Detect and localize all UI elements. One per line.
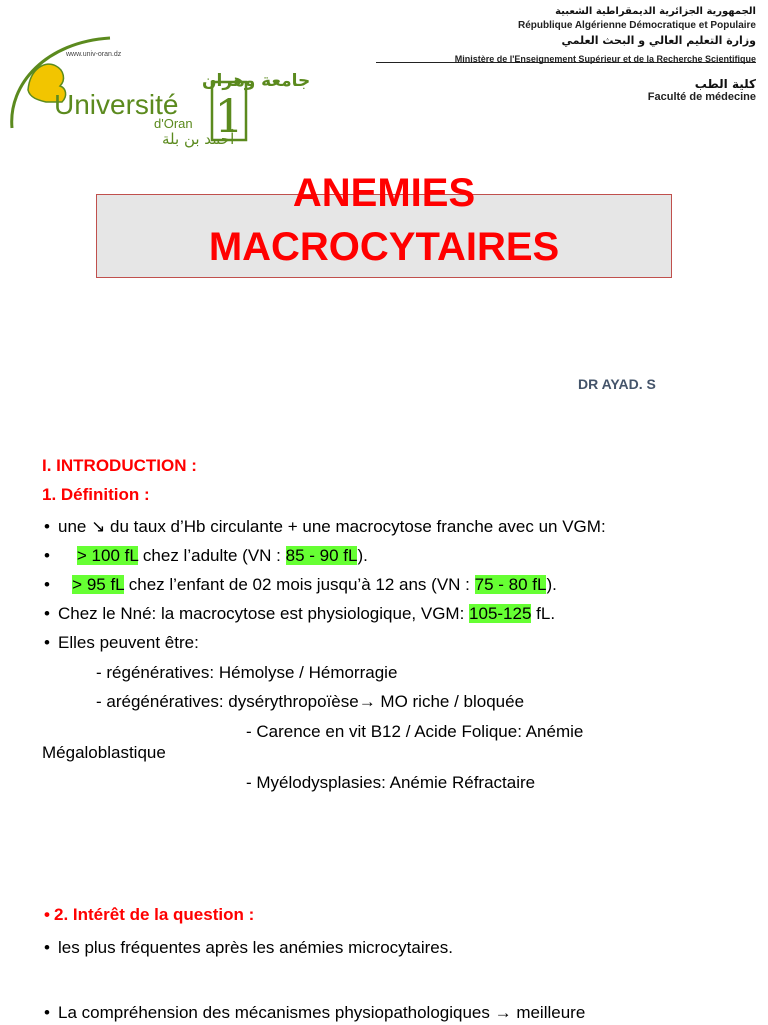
logo-graphic bbox=[6, 24, 311, 148]
bullet-icon: • bbox=[44, 938, 50, 957]
definition-text: une ↘ du taux d’Hb circulante + une macrocytose franche avec un VGM: bbox=[58, 517, 606, 536]
subheading-definition: 1. Définition : bbox=[42, 485, 150, 504]
faculty-header bbox=[648, 78, 756, 104]
cause-myelodysplasia: - Myélodysplasies: Anémie Réfractaire bbox=[246, 773, 536, 792]
highlight-adult-threshold: > 100 fL bbox=[76, 546, 139, 565]
logo-subname: d'Oran bbox=[154, 116, 193, 131]
bullet-icon: • bbox=[44, 575, 50, 594]
logo-arabic-person: أحمد بن بلة bbox=[162, 130, 235, 148]
bullet-icon: • bbox=[44, 517, 50, 536]
highlight-child-normal: 75 - 80 fL bbox=[474, 575, 547, 594]
highlight-newborn-vgm: 105-125 bbox=[469, 604, 532, 623]
bullet-icon: • bbox=[44, 1003, 50, 1022]
ministry-header bbox=[376, 6, 756, 65]
university-logo bbox=[6, 24, 311, 148]
bullet-child: • > 95 fL chez l’enfant de 02 mois jusqu’à 12 ans (VN : 75 - 80 fL). bbox=[44, 573, 557, 597]
section-heading-interet: • 2. Intérêt de la question : bbox=[44, 905, 255, 924]
type-regenerative: - régénératives: Hémolyse / Hémorragie bbox=[96, 663, 398, 682]
bullet-icon: • bbox=[44, 546, 50, 565]
section-heading-introduction: I. INTRODUCTION : bbox=[42, 456, 197, 475]
logo-url: www.univ-oran.dz bbox=[66, 51, 122, 58]
bullet-icon: • bbox=[44, 604, 50, 623]
cause-carence: - Carence en vit B12 / Acide Folique: Anémie bbox=[246, 722, 584, 741]
author: DR AYAD. S bbox=[578, 376, 656, 392]
header-rule bbox=[376, 62, 756, 63]
bullet-frequency: • les plus fréquentes après les anémies microcytaires. bbox=[44, 936, 453, 960]
bullet-icon: • bbox=[44, 905, 50, 924]
arabic-ministry: وزارة التعليم العالي و البحث العلمي bbox=[561, 34, 756, 47]
cause-carence-cont: Mégaloblastique bbox=[42, 743, 166, 762]
bullet-newborn: • Chez le Nné: la macrocytose est physiologique, VGM: 105-125 fL. bbox=[44, 602, 555, 626]
highlight-adult-normal: 85 - 90 fL bbox=[285, 546, 358, 565]
bullet-adult: • > 100 fL chez l’adulte (VN : 85 - 90 fL). bbox=[44, 544, 368, 568]
bullet-mechanisms: • La compréhension des mécanismes physiopathologiques → meilleure bbox=[44, 1001, 585, 1025]
bullet-icon: • bbox=[44, 633, 50, 652]
arabic-republic: الجمهورية الجزائرية الديمقراطية الشعبية bbox=[555, 6, 756, 17]
bullet-definition bbox=[44, 515, 606, 539]
ministry-fr: Ministère de l'Enseignement Supérieur et de la Recherche Scientifique bbox=[454, 54, 756, 64]
bullet-types: • Elles peuvent être: bbox=[44, 631, 199, 655]
title-line-1: ANEMIES bbox=[292, 171, 476, 215]
faculty-arabic: كلية الطب bbox=[694, 77, 756, 91]
faculty-fr: Faculté de médecine bbox=[647, 91, 756, 103]
republic-fr: République Algérienne Démocratique et Populaire bbox=[517, 20, 756, 31]
document-title bbox=[96, 166, 672, 274]
highlight-child-threshold: > 95 fL bbox=[72, 575, 125, 594]
logo-arabic-name: جامعة وهران bbox=[202, 71, 311, 91]
logo-name: Université bbox=[54, 89, 179, 120]
title-line-2: MACROCYTAIRES bbox=[208, 225, 560, 269]
logo-number: 1 bbox=[214, 89, 244, 143]
type-aregenerative: - arégénératives: dysérythropoïèse→ MO riche / bloquée bbox=[96, 692, 525, 711]
